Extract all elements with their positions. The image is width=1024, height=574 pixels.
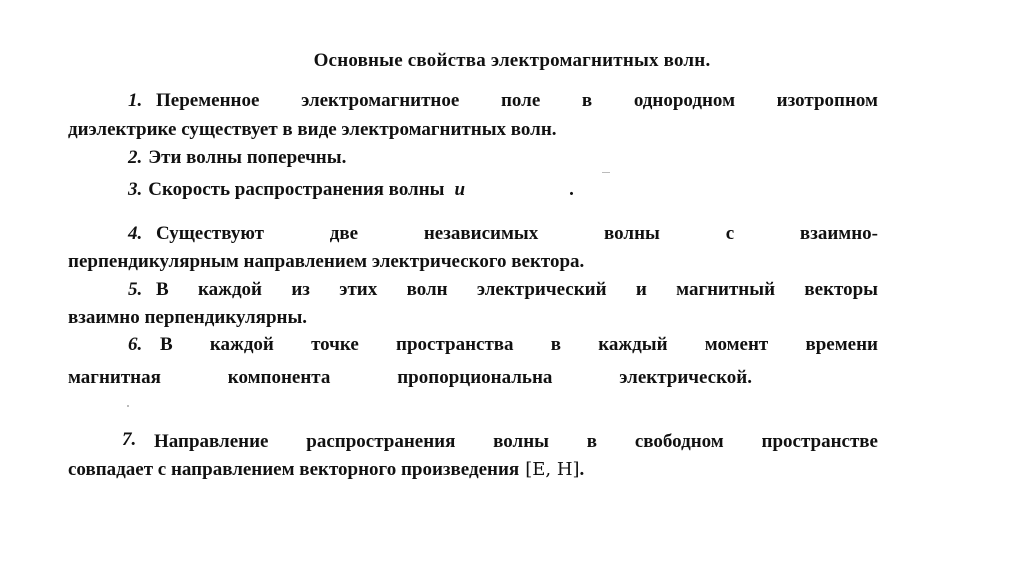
- item-1-text-1: Переменное электромагнитное поле в однородном изотропном: [156, 90, 878, 111]
- item-5-line-1: [128, 279, 148, 301]
- item-4-text-2: перпендикулярным направлением электрического вектора.: [68, 251, 585, 272]
- item-6-line-1-text: [160, 334, 878, 356]
- item-1-number: 1.: [128, 90, 143, 111]
- item-4-number: 4.: [128, 223, 143, 244]
- item-6-text-2: магнитная компонента пропорциональна электрической.: [68, 367, 752, 388]
- item-7-math-expression: [E, H]: [525, 459, 580, 480]
- item-1-line-1-text: [156, 90, 878, 112]
- artifact-speck: [602, 172, 610, 173]
- item-7-number: 7.: [122, 429, 137, 450]
- item-4-line-1-text: [156, 223, 878, 245]
- item-6-number: 6.: [128, 334, 143, 355]
- item-5-text-1: В каждой из этих волн электрический и магнитный векторы: [156, 279, 878, 300]
- item-3-number: 3.: [128, 179, 143, 200]
- item-6-line-1: [128, 334, 148, 356]
- item-7-line-2: [68, 459, 584, 481]
- item-2-text: Эти волны поперечны.: [148, 147, 347, 168]
- item-2-number: 2.: [128, 147, 143, 168]
- item-7-text-1: Направление распространения волны в свободном пространстве: [154, 431, 878, 452]
- item-5-text-2: взаимно перпендикулярны.: [68, 307, 308, 328]
- item-1-line-2: [68, 119, 557, 141]
- item-3-text: Скорость распространения волны: [148, 179, 445, 200]
- item-2-line: [128, 147, 346, 169]
- item-7-end: .: [579, 459, 585, 480]
- item-4-text-1: Существуют две независимых волны с взаимно-: [156, 223, 878, 244]
- slide-title: Основные свойства электромагнитных волн.: [313, 50, 711, 71]
- artifact-speck-2: [127, 405, 129, 407]
- item-3-math-symbol: u: [454, 179, 466, 200]
- item-6-text-1: В каждой точке пространства в каждый момент времени: [160, 334, 878, 355]
- item-3-line: [128, 179, 574, 201]
- item-7-text-2: совпадает с направлением векторного произведения: [68, 459, 520, 480]
- item-1-text-2: диэлектрике существует в виде электромагнитных волн.: [68, 119, 557, 140]
- item-6-line-2: [68, 367, 752, 389]
- item-5-number: 5.: [128, 279, 143, 300]
- item-7-line-1: [122, 429, 142, 451]
- item-3-end: .: [569, 179, 574, 200]
- item-5-line-1-text: [156, 279, 878, 301]
- item-4-line-1: [128, 223, 148, 245]
- item-4-line-2: [68, 251, 584, 273]
- item-5-line-2: [68, 307, 307, 329]
- item-7-line-1-text: [154, 431, 878, 453]
